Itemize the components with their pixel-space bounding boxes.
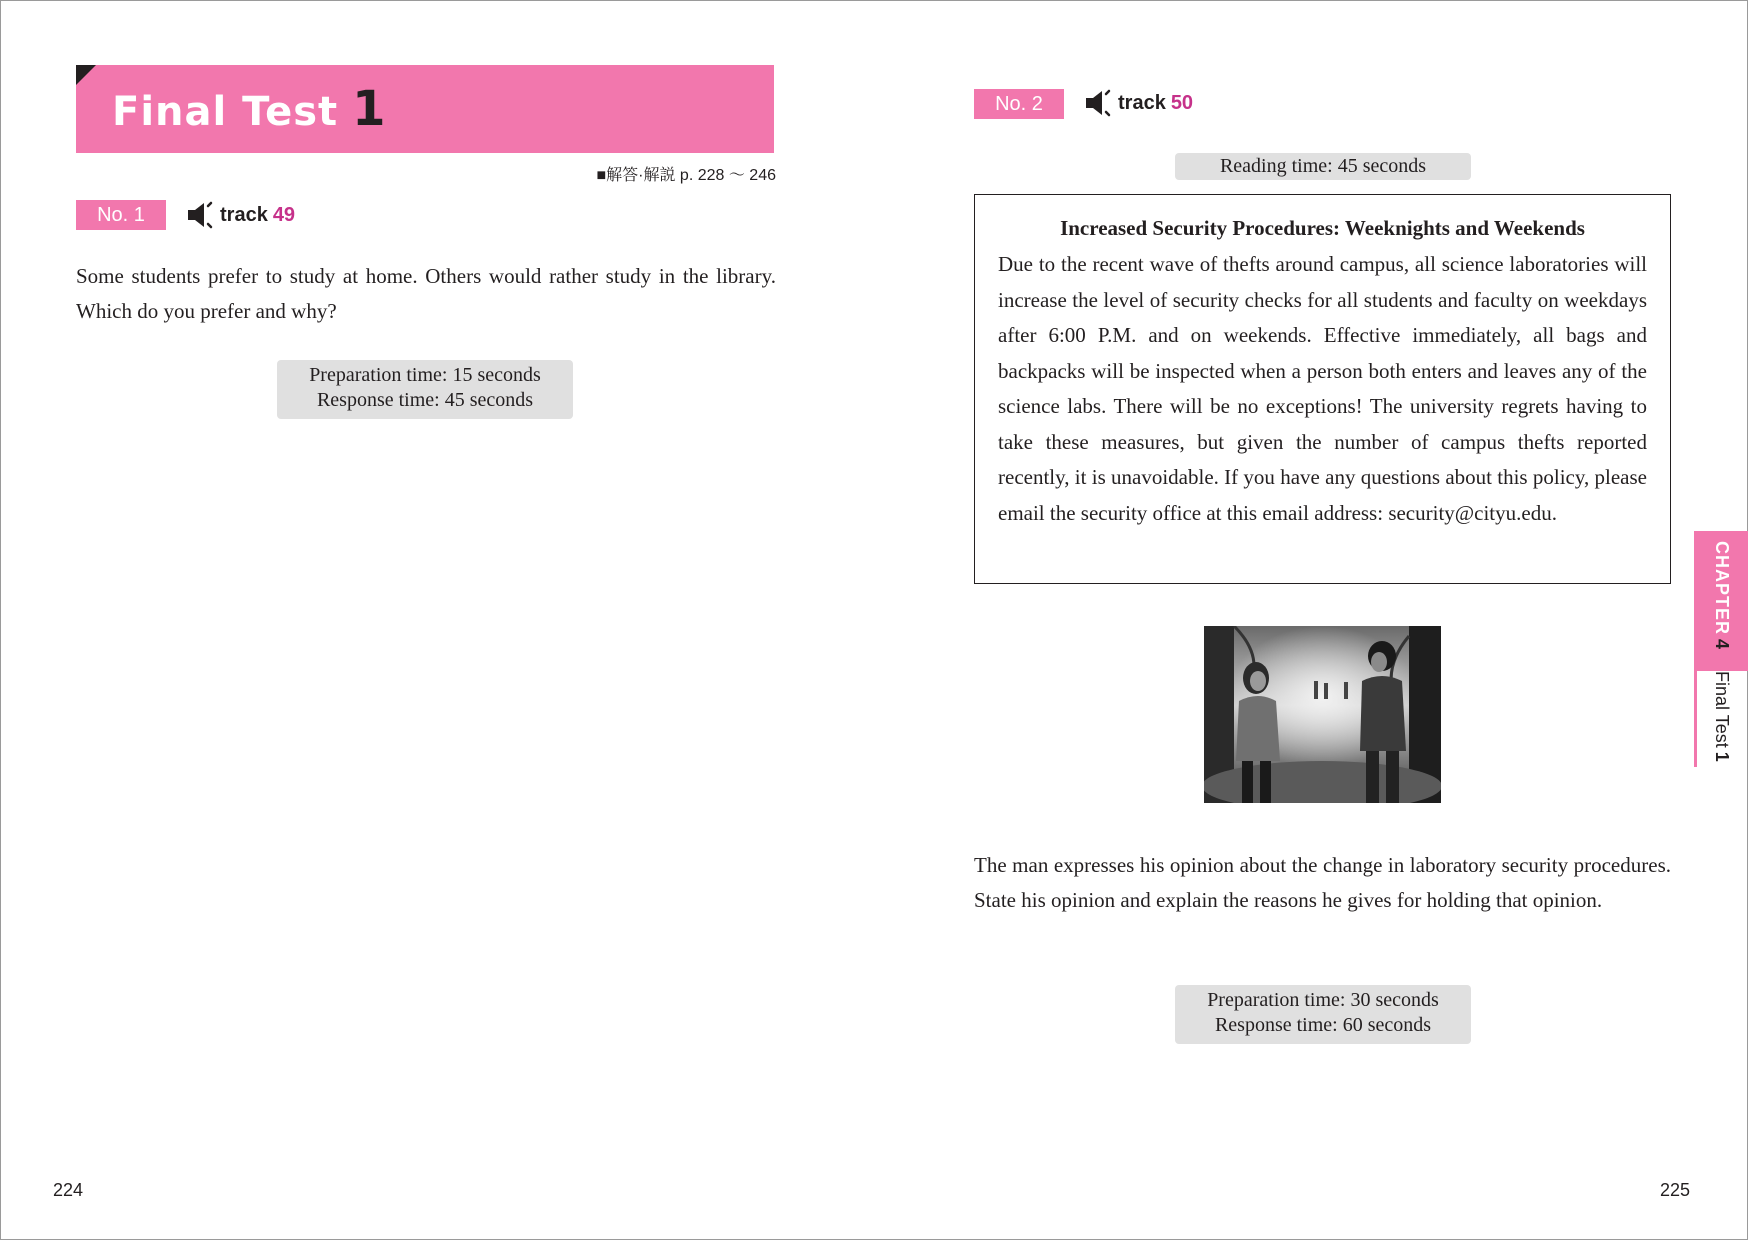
side-tab-rule — [1694, 531, 1697, 767]
section-label: Final Test — [1712, 671, 1732, 748]
response-time: Response time: 45 seconds — [316, 389, 534, 411]
title-label: Final Test — [112, 89, 339, 135]
banner-corner-fold — [76, 65, 96, 85]
speaker-icon — [1084, 88, 1114, 118]
response-time: Response time: 60 seconds — [1214, 1014, 1432, 1036]
side-tab-text — [1711, 541, 1732, 762]
preparation-time: Preparation time: 30 seconds — [1207, 989, 1439, 1011]
reading-body: Due to the recent wave of thefts around campus, all science laboratories will increase the level of security checks for all students and faculty on weekdays after 6:00 P.M. and on weekends. Effective immediately, all bags and backpacks will be inspected when a person both enters and leaves any of the science labs. There will be no exceptions! The university regrets having to take these measures, but given the number of campus thefts reported recently, it is unavoidable. If you have any questions about this policy, please email the security office at this email address: security@cityu.edu. — [998, 252, 1647, 525]
chapter-label: CHAPTER — [1712, 541, 1732, 636]
track-number: 49 — [272, 203, 296, 226]
reading-passage-box — [974, 194, 1671, 584]
page-number-left: 224 — [53, 1180, 84, 1200]
page-title — [112, 81, 387, 137]
question-1-label: No. 1 — [76, 200, 166, 230]
track-number: 50 — [1170, 91, 1194, 114]
conversation-photo — [1204, 626, 1441, 803]
preparation-time: Preparation time: 15 seconds — [309, 364, 541, 386]
reading-time: Reading time: 45 seconds — [1219, 155, 1427, 177]
question-1-time-box — [277, 360, 573, 419]
title-number: 1 — [352, 81, 387, 137]
question-2-track[interactable] — [1084, 88, 1193, 118]
question-2-time-box — [1175, 985, 1471, 1044]
reading-title: Increased Security Procedures: Weeknights and Weekends — [1060, 216, 1585, 240]
chapter-side-tab — [1694, 531, 1748, 767]
track-word: track — [220, 203, 268, 226]
question-2-prompt: The man expresses his opinion about the change in laboratory security procedures. State his opinion and explain the reasons he gives for holding that opinion. — [974, 853, 1671, 912]
photo-illustration — [1204, 626, 1441, 803]
section-number: 1 — [1712, 751, 1732, 762]
speaker-icon — [186, 200, 216, 230]
reading-time-box — [1175, 153, 1471, 180]
title-banner — [76, 65, 774, 153]
question-1-prompt: Some students prefer to study at home. Others would rather study in the library. Which do you prefer and why? — [76, 264, 776, 323]
chapter-number: 4 — [1712, 639, 1732, 650]
page-number-right: 225 — [1660, 1180, 1691, 1200]
question-1-track[interactable] — [186, 200, 295, 230]
answer-reference: ■解答·解説 p. 228 〜 246 — [596, 167, 776, 184]
question-2-label: No. 2 — [974, 89, 1064, 119]
track-word: track — [1118, 91, 1166, 114]
